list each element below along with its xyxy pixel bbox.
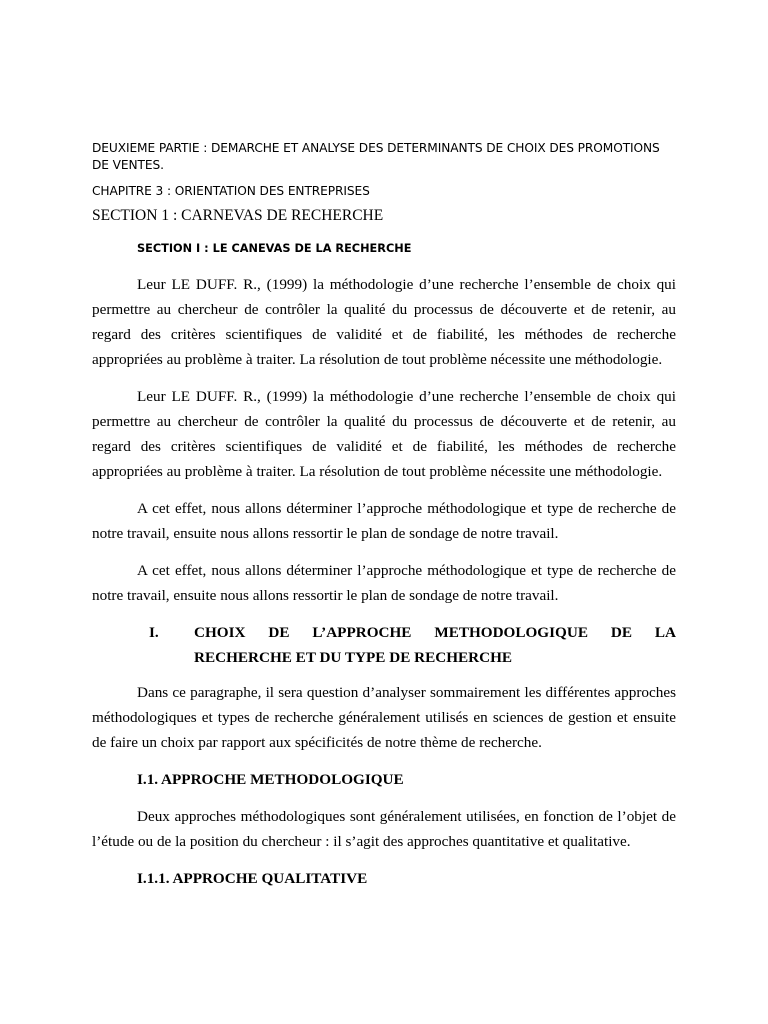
heading-i-text: [194, 620, 676, 670]
heading-i: [92, 620, 676, 670]
document-page: [92, 140, 676, 903]
section-title: SECTION 1 : CARNEVAS DE RECHERCHE: [92, 207, 384, 224]
paragraph-4: A cet effet, nous allons déterminer l’approche méthodologique et type de recherche de notre travail, ensuite nous allons ressortir le plan de sondage de notre travail.: [92, 562, 676, 604]
paragraph-3: A cet effet, nous allons déterminer l’approche méthodologique et type de recherche de notre travail, ensuite nous allons ressortir le plan de sondage de notre travail.: [92, 500, 676, 542]
paragraph-2: Leur LE DUFF. R., (1999) la méthodologie d’une recherche l’ensemble de choix qui permettre au chercheur de contrôler la qualité du processus de découverte et de retenir, au regard des critères scientifiques de validité et de fiabilité, les méthodes de recherche appropriées au problème à traiter. La résolution de tout problème nécessite une méthodologie.: [92, 388, 676, 480]
paragraph-1: Leur LE DUFF. R., (1999) la méthodologie d’une recherche l’ensemble de choix qui permettre au chercheur de contrôler la qualité du processus de découverte et de retenir, au regard des critères scientifiques de validité et de fiabilité, les méthodes de recherche appropriées au problème à traiter. La résolution de tout problème nécessite une méthodologie.: [92, 276, 676, 368]
chapter-title: CHAPITRE 3 : ORIENTATION DES ENTREPRISES: [92, 184, 370, 198]
heading-i-line1: CHOIX DE L’APPROCHE METHODOLOGIQUE DE LA: [194, 624, 676, 641]
paragraph-after-i: Dans ce paragraphe, il sera question d’analyser sommairement les différentes approches méthodologiques et types de recherche généralement utilisés en sciences de gestion et ensuite de faire un choix par rapport aux spécificités de notre thème de recherche.: [92, 684, 676, 751]
heading-i1: I.1. APPROCHE METHODOLOGIQUE: [137, 771, 404, 788]
heading-i11: I.1.1. APPROCHE QUALITATIVE: [137, 870, 368, 887]
part-title: DEUXIEME PARTIE : DEMARCHE ET ANALYSE DES DETERMINANTS DE CHOIX DES PROMOTIONS DE VENTES.: [92, 141, 660, 172]
heading-i-number: I.: [149, 624, 159, 641]
section-subtitle: SECTION I : LE CANEVAS DE LA RECHERCHE: [137, 242, 412, 255]
heading-i-line2: RECHERCHE ET DU TYPE DE RECHERCHE: [194, 649, 513, 666]
paragraph-after-i1: Deux approches méthodologiques sont généralement utilisées, en fonction de l’objet de l’étude ou de la position du chercheur : il s’agit des approches quantitative et qualitative.: [92, 808, 676, 850]
